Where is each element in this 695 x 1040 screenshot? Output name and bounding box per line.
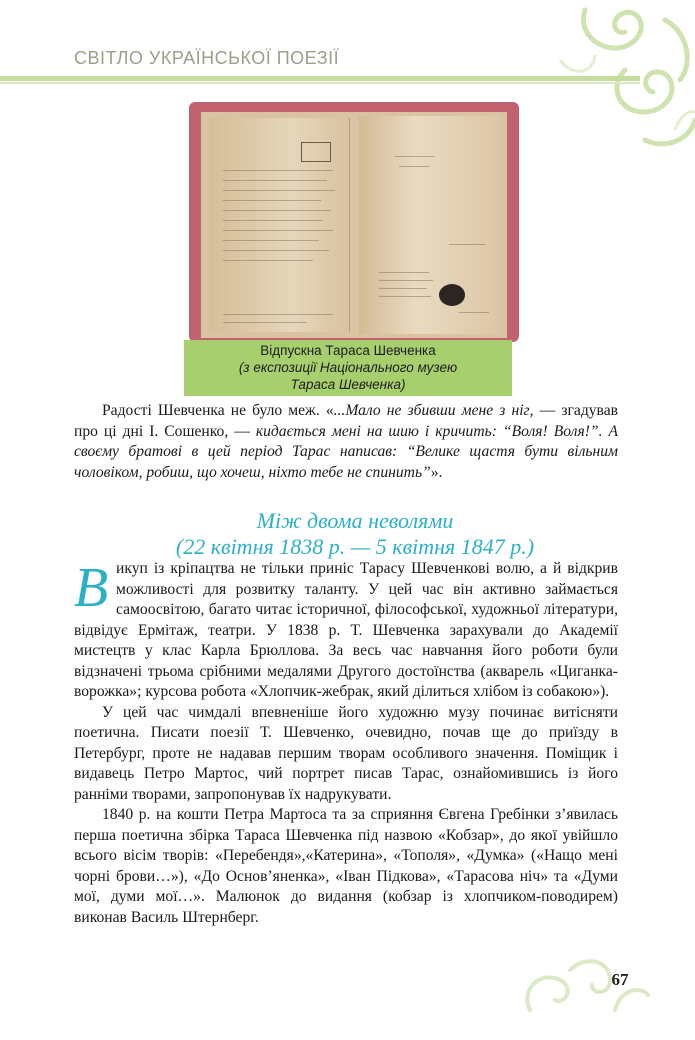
paragraph	[74, 559, 618, 703]
wax-seal-icon	[439, 284, 465, 306]
header-divider-thin	[0, 82, 640, 84]
intro-paragraph	[74, 401, 618, 483]
paragraph: У цей час чимдалі впевненіше його художню музу починає витісняти поетична. Писати поезії Т. Шевченко, очевидно, почав ще до приїзду в Петербург, проте не надавав першим творам особливого значення. Поміщик і видавець Петро Мартос, чий портрет писав Тарас, ознайомившись із його ранніми творами, запропонував їх надрукувати.	[74, 703, 618, 803]
quote-text: кидається мені на шию і кричить: “Воля! Воля!”. А своєму братові в цей період Тарас написав: “Велике щастя бути вільним чоловіком, робиш, що хочеш, ніхто тебе не спинить”	[74, 422, 618, 481]
paragraph-text: Радості Шевченка не було меж. «	[102, 402, 334, 419]
document-photo-frame	[189, 102, 519, 342]
document-right-page	[359, 116, 501, 334]
book-section-title: СВІТЛО УКРАЇНСЬКОЇ ПОЕЗІЇ	[74, 48, 340, 68]
header-divider	[0, 76, 640, 81]
caption-source-line1: (з експозиції Національного музею	[238, 360, 458, 375]
paragraph-text: — згадував про ці дні І. Сошенко, —	[74, 402, 618, 440]
paragraph-text: икуп із кріпацтва не тільки приніс Тарасу Шевченкові волю, а й відкрив можливості для розвитку таланту. У цей час він активно займається самоосвітою, багато читає історичної, філософської, художньої літератури, відвідує Ермітаж, театри. У 1838 р. Т. Шевченка зарахували до Академії мистецтв у клас Карла Брюллова. За весь час навчання його роботи були відзначені трьома срібними медалями Другого достоїнства (акварель «Циганка-ворожка»; курсова робота «Хлопчик-жебрак, який ділиться хлібом із собакою»).	[74, 560, 618, 700]
caption-title: Відпускна Тараса Шевченка	[260, 343, 436, 358]
page-number: 67	[611, 970, 629, 989]
main-text	[74, 559, 618, 928]
paragraph: 1840 р. на кошти Петра Мартоса та за сприяння Євгена Гребінки з’явилась перша поетична збірка Тараса Шевченка під назвою «Кобзар», до якої увійшло всього вісім творів: «Перебендя»,«Катерина», «Тополя», «Думка» («Нащо мені чорні брови…»), «До Основ’яненка», «Іван Підкова», «Тарасова ніч» та «Думи мої, думи мої…». Малюнок до видання (кобзар із хлопчиком-поводирем) виконав Василь Штернберг.	[74, 806, 618, 926]
caption-source-line2: Тараса Шевченка)	[290, 377, 406, 392]
stamp-icon	[301, 142, 331, 162]
paragraph-text: ».	[430, 463, 443, 481]
figure-caption	[184, 340, 512, 396]
section-heading: Між двома неволями	[256, 508, 454, 533]
manumission-document-image	[201, 112, 507, 338]
document-left-page	[209, 118, 350, 332]
section-heading-dates: (22 квітня 1838 р. — 5 квітня 1847 р.)	[175, 534, 535, 559]
quote-text: ...Мало не збивши мене з ніг,	[333, 402, 534, 419]
drop-cap: В	[74, 557, 109, 619]
